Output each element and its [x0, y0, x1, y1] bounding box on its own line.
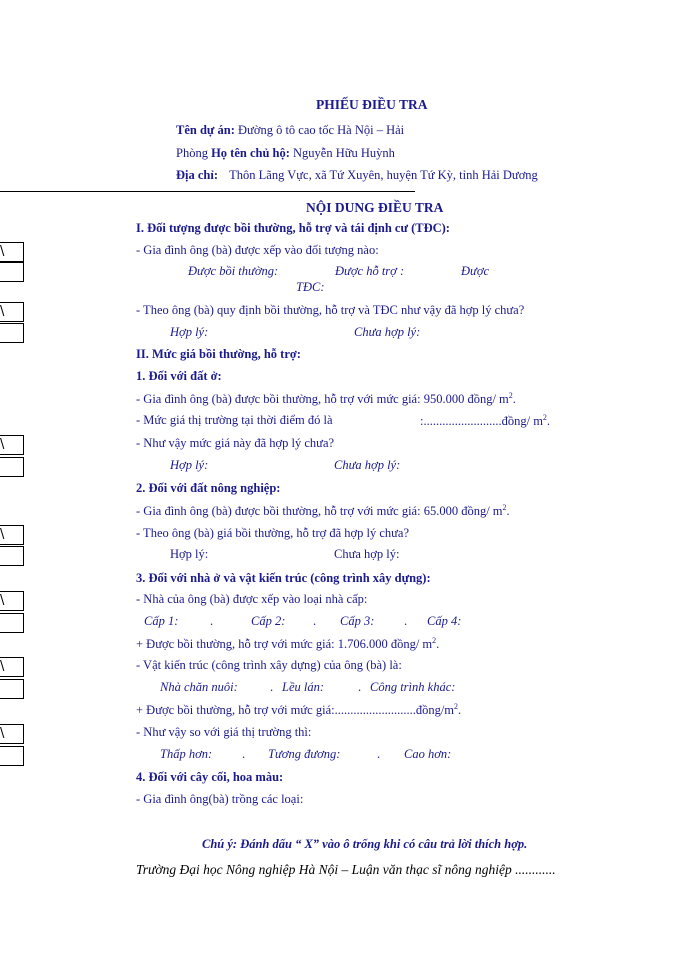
check-mark-icon: \ [0, 437, 5, 452]
s2-2-q1-text: - Gia đình ông (bà) được bồi thường, hỗ trợ với mức giá: 65.000 đồng/ m [136, 504, 503, 519]
s2-1-q1-text: - Gia đình ông (bà) được bồi thường, hỗ trợ với mức giá: 950.000 đồng/ m [136, 392, 509, 407]
checkbox[interactable] [0, 242, 24, 262]
address-label: Địa chỉ: [176, 168, 219, 182]
page-title: PHIẾU ĐIỀU TRA [316, 97, 428, 112]
checkbox[interactable] [0, 657, 24, 677]
s2-3-higher: Cao hơn: [404, 747, 452, 761]
s2-3-grade-2: Cấp 2: [251, 614, 286, 628]
s2-3-question-5: - Như vậy so với giá thị trường thì: [136, 725, 312, 739]
checkbox[interactable] [0, 457, 24, 477]
section-2-1-title: 1. Đối với đất ở: [136, 369, 222, 383]
period: . [458, 703, 462, 718]
s2-3-q4-text: + Được bồi thường, hỗ trợ với mức giá:..........................đồng/m [136, 703, 455, 718]
checkbox[interactable] [0, 591, 24, 611]
period: . [506, 504, 510, 519]
separator-dot: . [270, 680, 274, 694]
period: . [436, 637, 440, 652]
s2-3-shed: Lều lán: [282, 680, 325, 694]
checkbox[interactable] [0, 435, 24, 455]
period: . [512, 392, 516, 407]
checkbox[interactable] [0, 323, 24, 343]
s2-2-question-2: - Theo ông (bà) giá bồi thường, hỗ trợ đã hợp lý chưa? [136, 526, 410, 540]
s2-3-grade-1: Cấp 1: [144, 614, 179, 628]
section-2-title: II. Mức giá bồi thường, hỗ trợ: [136, 347, 301, 361]
s2-3-other-works: Công trình khác: [370, 680, 456, 694]
header-divider [0, 191, 415, 192]
content-heading: NỘI DUNG ĐIỀU TRA [306, 200, 444, 215]
separator-dot: . [313, 614, 317, 628]
s2-1-q2-blank-text: :.........................đồng/ m [420, 414, 543, 429]
s1-option-resettled: Được [461, 264, 490, 278]
owner-value: Nguyễn Hữu Huỳnh [293, 146, 395, 160]
checkbox[interactable] [0, 679, 24, 699]
instruction-note: Chú ý: Đánh dấu “ X” vào ô trống khi có câu trả lời thích hợp. [202, 837, 528, 851]
s2-3-equivalent: Tương đương: [268, 747, 341, 761]
owner-prefix: Phòng [176, 146, 208, 160]
section-2-4-title: 4. Đối với cây cối, hoa màu: [136, 770, 284, 784]
s1-option-supported: Được hỗ trợ : [335, 264, 405, 278]
separator-dot: . [404, 614, 408, 628]
s1-option-compensated: Được bồi thường: [188, 264, 279, 278]
superscript: 2 [502, 503, 507, 512]
s2-2-reasonable: Hợp lý: [170, 547, 209, 561]
checkbox[interactable] [0, 525, 24, 545]
footer-school: Trường Đại học Nông nghiệp Hà Nội – Luận văn thạc sĩ nông nghiệp ............ [136, 862, 556, 877]
section-2-2-title: 2. Đối với đất nông nghiệp: [136, 481, 281, 495]
section-1-title: I. Đối tượng được bồi thường, hỗ trợ và tái định cư (TĐC): [136, 221, 450, 235]
separator-dot: . [210, 614, 214, 628]
s1-option-resettled-cont: TĐC: [296, 280, 325, 294]
check-mark-icon: \ [0, 659, 5, 674]
separator-dot: . [377, 747, 381, 761]
checkbox[interactable] [0, 302, 24, 322]
superscript: 2 [454, 702, 459, 711]
checkbox[interactable] [0, 746, 24, 766]
check-mark-icon: \ [0, 527, 5, 542]
s2-3-lower: Thấp hơn: [160, 747, 213, 761]
check-mark-icon: \ [0, 244, 5, 259]
s2-3-question-1: - Nhà của ông (bà) được xếp vào loại nhà cấp: [136, 592, 368, 606]
project-value: Đường ô tô cao tốc Hà Nội – Hải [238, 123, 405, 137]
s2-3-grade-4: Cấp 4: [427, 614, 462, 628]
s1-question-1: - Gia đình ông (bà) được xếp vào đối tượng nào: [136, 243, 379, 257]
s2-1-question-2-blank [420, 413, 550, 429]
owner-label: Họ tên chủ hộ: [211, 146, 290, 160]
s2-2-question-1 [136, 503, 510, 519]
section-2-3-title: 3. Đối với nhà ở và vật kiến trúc (công trình xây dựng): [136, 571, 431, 585]
s2-1-question-2: - Mức giá thị trường tại thời điểm đó là [136, 413, 333, 427]
checkbox[interactable] [0, 613, 24, 633]
s2-1-not-reasonable: Chưa hợp lý: [334, 458, 401, 472]
s2-1-question-1 [136, 391, 516, 407]
separator-dot: . [242, 747, 246, 761]
s2-3-question-3: - Vật kiến trúc (công trình xây dựng) của ông (bà) là: [136, 658, 402, 672]
superscript: 2 [432, 636, 437, 645]
s2-1-question-3: - Như vậy mức giá này đã hợp lý chưa? [136, 436, 335, 450]
check-mark-icon: \ [0, 593, 5, 608]
address-line [176, 168, 538, 183]
project-line [176, 123, 404, 138]
superscript: 2 [542, 413, 547, 422]
checkbox[interactable] [0, 546, 24, 566]
period: . [546, 414, 551, 429]
s1-not-reasonable: Chưa hợp lý: [354, 325, 421, 339]
s2-3-livestock-barn: Nhà chăn nuôi: [160, 680, 238, 694]
superscript: 2 [508, 391, 513, 400]
check-mark-icon: \ [0, 304, 5, 319]
separator-dot: . [358, 680, 362, 694]
s2-3-question-4 [136, 702, 461, 718]
s2-3-q2-text: + Được bồi thường, hỗ trợ với mức giá: 1.706.000 đồng/ m [136, 637, 433, 652]
project-label: Tên dự án: [176, 123, 235, 137]
checkbox[interactable] [0, 724, 24, 744]
check-mark-icon: \ [0, 726, 5, 741]
s2-3-grade-3: Cấp 3: [340, 614, 375, 628]
checkbox[interactable] [0, 262, 24, 282]
s1-question-2: - Theo ông (bà) quy định bồi thường, hỗ trợ và TĐC như vậy đã hợp lý chưa? [136, 303, 525, 317]
s2-4-question-1: - Gia đình ông(bà) trồng các loại: [136, 792, 304, 806]
s2-1-reasonable: Hợp lý: [170, 458, 209, 472]
s1-reasonable: Hợp lý: [170, 325, 209, 339]
s2-3-question-2 [136, 636, 439, 652]
owner-line [176, 146, 395, 161]
s2-2-not-reasonable: Chưa hợp lý: [334, 547, 400, 561]
address-value: Thôn Lãng Vực, xã Tứ Xuyên, huyện Tứ Kỳ, tỉnh Hải Dương [229, 168, 538, 182]
